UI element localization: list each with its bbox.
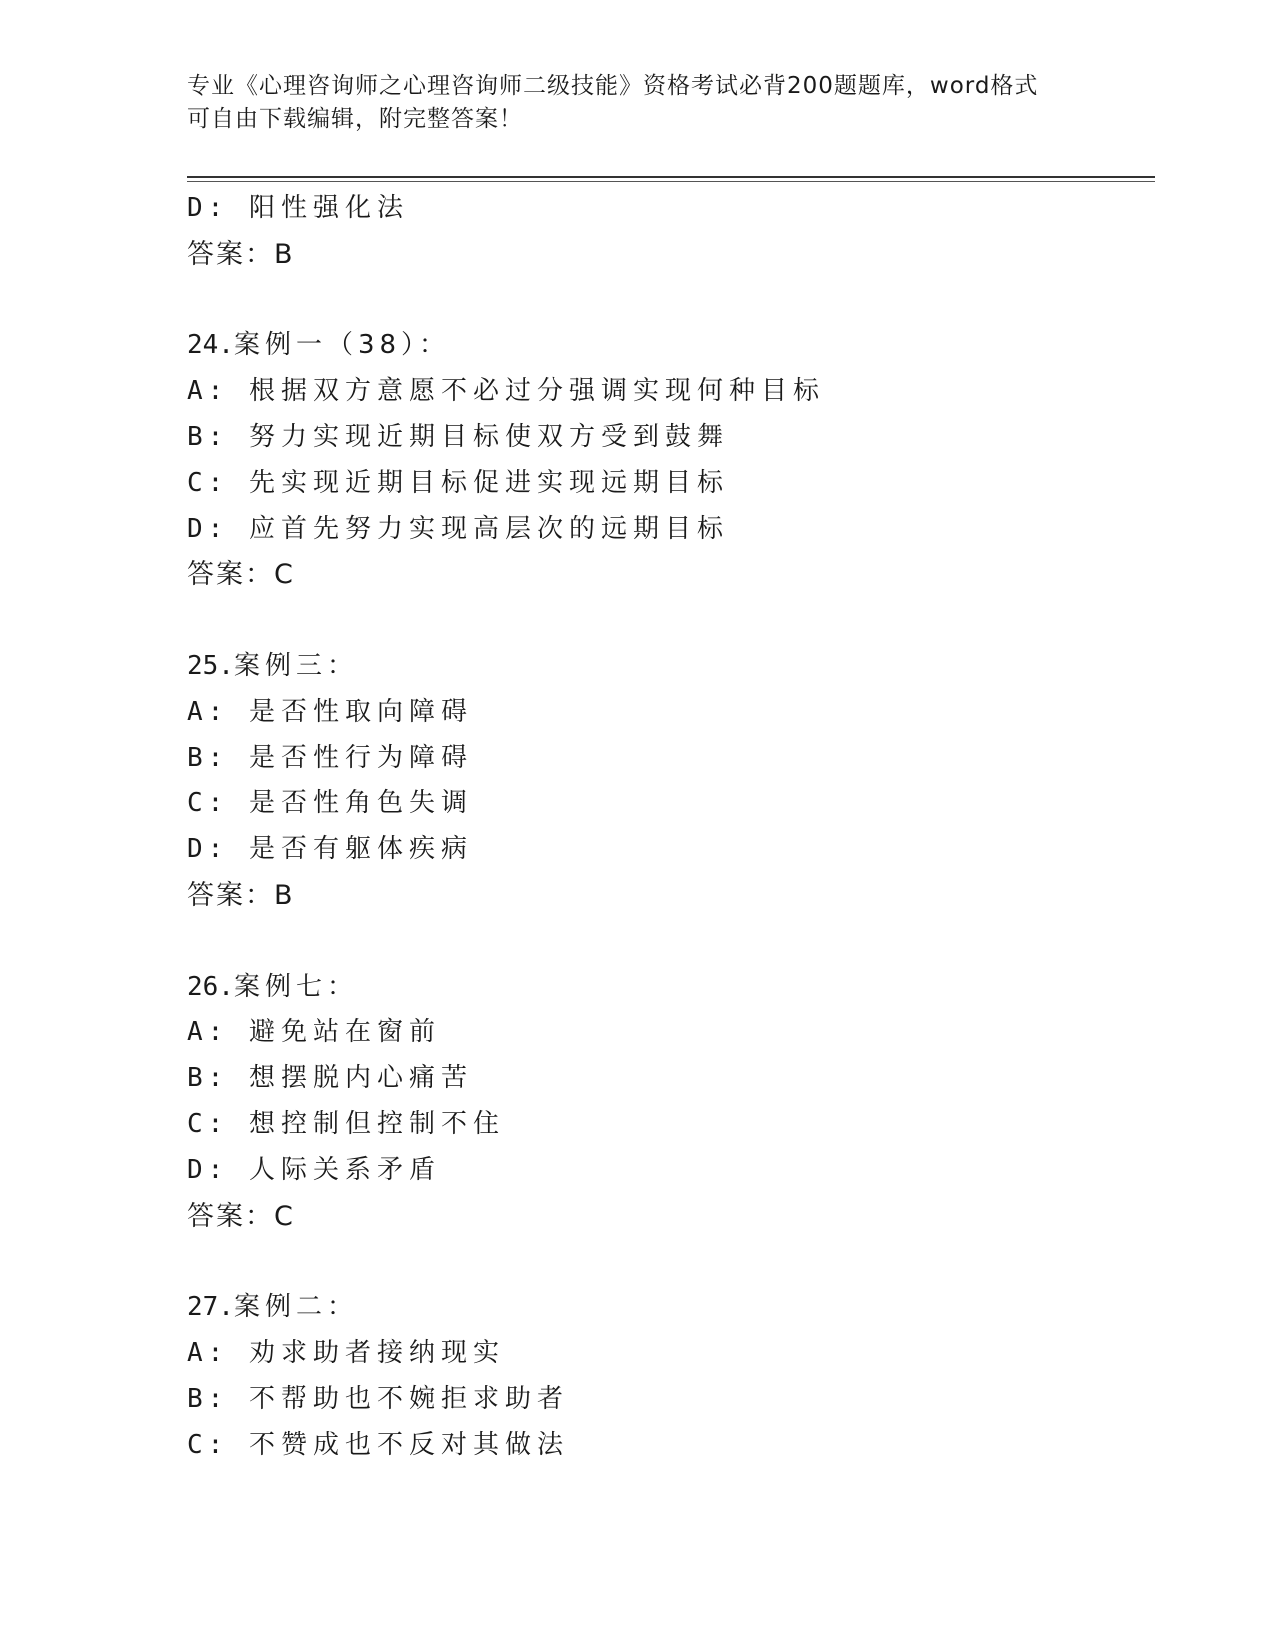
- spacer: [187, 919, 1155, 965]
- option-line: [187, 781, 1155, 827]
- answer-line: 答案：B: [187, 238, 295, 270]
- option-text: 不帮助也不婉拒求助者: [248, 1383, 569, 1414]
- question-title: [187, 644, 1155, 690]
- option-prefix: A:: [187, 1017, 229, 1048]
- question-text: 案例三：: [233, 650, 358, 681]
- option-line: [187, 1010, 1155, 1056]
- option-line: [187, 1056, 1155, 1102]
- option-line: [187, 827, 1155, 873]
- option-text: 想摆脱内心痛苦: [248, 1063, 473, 1094]
- option-prefix: C:: [187, 1108, 229, 1139]
- spacer: [187, 1239, 1155, 1285]
- spacer: [187, 598, 1155, 644]
- option-text: 是否有躯体疾病: [248, 834, 473, 865]
- option-line: [187, 1423, 1155, 1469]
- answer-line: 答案：C: [187, 559, 295, 591]
- option-prefix: B:: [187, 421, 229, 452]
- header-divider-thin: [187, 181, 1155, 182]
- header-line-1: 专业《心理咨询师之心理咨询师二级技能》资格考试必背200题题库，word格式: [187, 73, 1039, 99]
- option-text: 想控制但控制不住: [248, 1108, 505, 1139]
- header-divider-thick: [187, 176, 1155, 178]
- question-text: 案例一（38）：: [233, 330, 451, 361]
- option-text: 是否性行为障碍: [248, 742, 473, 773]
- question-number: 25.: [187, 650, 234, 681]
- option-prefix: A:: [187, 376, 229, 407]
- option-line: [187, 1148, 1155, 1194]
- answer-line: 答案：C: [187, 1200, 295, 1232]
- question-title: [187, 323, 1155, 369]
- option-prefix: D:: [187, 193, 229, 223]
- question-text: 案例二：: [233, 1292, 358, 1323]
- option-text: 努力实现近期目标使双方受到鼓舞: [248, 421, 729, 452]
- option-text: 劝求助者接纳现实: [248, 1337, 505, 1368]
- option-prefix: C:: [187, 1429, 229, 1460]
- option-prefix: A:: [187, 696, 229, 727]
- option-line: [187, 1102, 1155, 1148]
- option-line: [187, 186, 1155, 232]
- option-prefix: D:: [187, 513, 229, 544]
- option-text: 应首先努力实现高层次的远期目标: [248, 513, 729, 544]
- question-number: 26.: [187, 971, 234, 1002]
- option-line: [187, 1331, 1155, 1377]
- option-text: 避免站在窗前: [248, 1017, 441, 1048]
- option-prefix: B:: [187, 742, 229, 773]
- option-line: [187, 1377, 1155, 1423]
- document-header: [187, 70, 1087, 136]
- option-prefix: A:: [187, 1337, 229, 1368]
- option-text: 人际关系矛盾: [248, 1154, 441, 1185]
- header-line-2: 可自由下载编辑，附完整答案！: [187, 106, 523, 132]
- option-text: 是否性角色失调: [248, 788, 473, 819]
- question-number: 24.: [187, 330, 234, 361]
- option-line: [187, 736, 1155, 782]
- option-line: [187, 415, 1155, 461]
- answer-line: 答案：B: [187, 879, 295, 911]
- option-prefix: D:: [187, 834, 229, 865]
- option-line: [187, 507, 1155, 553]
- option-line: [187, 461, 1155, 507]
- question-list: [187, 186, 1155, 1468]
- option-prefix: C:: [187, 788, 229, 819]
- option-line: [187, 690, 1155, 736]
- option-line: [187, 369, 1155, 415]
- spacer: [187, 278, 1155, 324]
- option-prefix: D:: [187, 1154, 229, 1185]
- question-title: [187, 1285, 1155, 1331]
- option-text: 先实现近期目标促进实现远期目标: [248, 467, 729, 498]
- question-text: 案例七：: [233, 971, 358, 1002]
- option-prefix: C:: [187, 467, 229, 498]
- option-prefix: B:: [187, 1063, 229, 1094]
- option-prefix: B:: [187, 1383, 229, 1414]
- option-text: 是否性取向障碍: [248, 696, 473, 727]
- option-text: 阳性强化法: [248, 193, 409, 223]
- option-text: 不赞成也不反对其做法: [248, 1429, 569, 1460]
- question-title: [187, 965, 1155, 1011]
- option-text: 根据双方意愿不必过分强调实现何种目标: [248, 376, 825, 407]
- question-number: 27.: [187, 1292, 234, 1323]
